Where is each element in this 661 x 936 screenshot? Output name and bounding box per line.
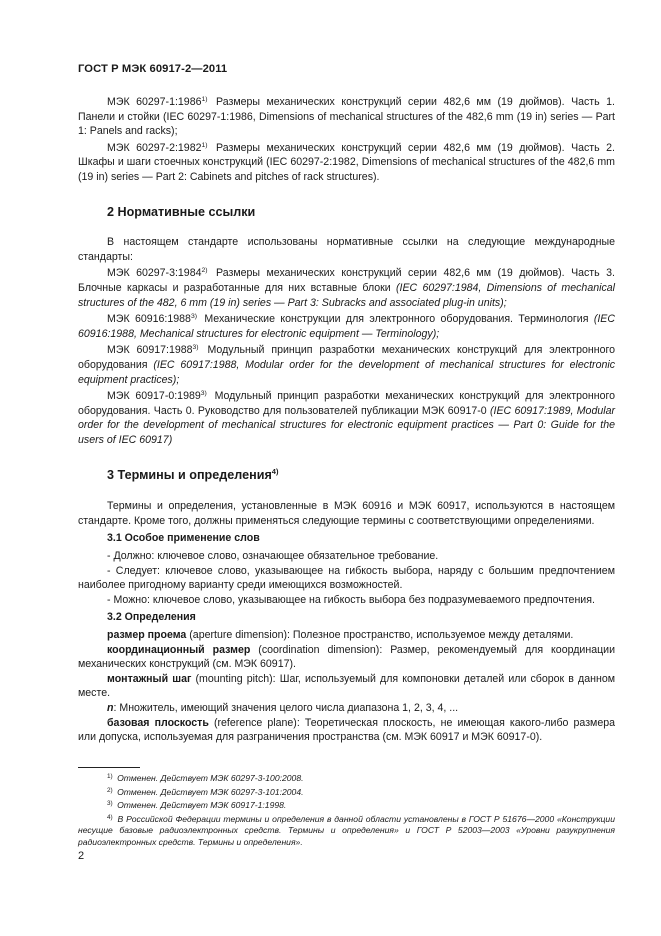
footnote-ref: 4)	[271, 467, 279, 477]
footnote-ref: 1)	[201, 141, 208, 149]
definition-term: n	[107, 701, 114, 714]
definition-item	[78, 716, 615, 745]
normative-ref	[78, 264, 615, 310]
definition-text: Теоретическая плоскость, не имеющая какого-либо размера или допуска, используемая для разграничения пространства (см. МЭК 60917 и МЭК 60917-0).	[78, 716, 616, 744]
definition-text: Размер, рекомендуемый для координации механических конструкций (см. МЭК 60917).	[78, 643, 615, 671]
footnotes	[78, 771, 615, 849]
footnote-ref: 1)	[201, 96, 208, 103]
definition-item	[78, 643, 615, 672]
footnote	[78, 771, 615, 785]
section-2-title: 2 Нормативные ссылки	[107, 204, 256, 219]
definition-item	[78, 672, 615, 701]
footnote-text: Отменен. Действует МЭК 60297-3-101:2004.	[114, 786, 304, 797]
footnote-separator	[78, 767, 140, 768]
footnote-number: 2)	[107, 786, 113, 794]
definition-english: (aperture dimension):	[186, 629, 290, 641]
footnote-number: 1)	[107, 773, 113, 780]
word-usage-item: - Должно: ключевое слово, означающее обязательное требование.	[107, 550, 439, 563]
page-header: ГОСТ Р МЭК 60917-2—2011	[78, 63, 228, 75]
normative-ref	[78, 310, 615, 341]
definition-english: (coordination dimension):	[250, 643, 383, 656]
subsection-3-2-title: 3.2 Определения	[107, 611, 196, 624]
footnote-text: В Российской Федерации термины и определения в данной области установлены в ГОСТ Р 51676—2000 «Конструкции несущие базовые радиоэлектронных средств. Термины и определения» и ГОСТ Р 52003—2003 «Уровни разукрупнения радиоэлектронных средств. Термины и определения».	[78, 813, 615, 847]
footnote	[78, 785, 615, 799]
ref-code: МЭК 60917:1988	[107, 344, 193, 357]
intro-paragraph-2	[78, 139, 615, 185]
ref-text: Размеры механических конструкций серии 482,6 мм (19 дюймов). Часть 3. Блочные каркасы и разработанные для них вставные блоки	[78, 267, 615, 294]
footnote-number: 3)	[107, 800, 113, 808]
section-3-title	[107, 465, 615, 483]
ref-text: Модульный принцип разработки механических конструкций для электронного оборудования. Часть 0. Руководство для пользователей публикации МЭК 60917-0	[78, 390, 615, 417]
ref-english-title: (IEC 60297:1984, Dimensions of mechanical structures of the 482, 6 mm (19 in) series — Part 3: Subracks and associated plug-in units);	[78, 281, 615, 309]
intro-paragraph-1	[78, 93, 615, 139]
definition-text: Множитель, имеющий значения целого числа диапазона 1, 2, 3, 4, ...	[116, 701, 459, 714]
word-usage-item: - Можно: ключевое слово, указывающее на гибкость выбора без подразумеваемого предпочтения.	[107, 593, 595, 606]
ref-text: Механические конструкции для электронного оборудования. Терминология	[199, 313, 594, 326]
ref-english-title: (IEC 60916:1988, Mechanical structures for electronic equipment — Terminology);	[78, 313, 615, 340]
definition-term: монтажный шаг	[107, 672, 192, 685]
word-usage-item: - Следует: ключевое слово, указывающее на гибкость выбора, наряду с большим предпочтением наиболее пригодному варианту среди имеющихся возможностей.	[78, 564, 615, 592]
page-content	[78, 93, 615, 745]
footnote-ref: 3)	[190, 313, 197, 321]
section-3-intro: Термины и определения, установленные в МЭК 60916 и МЭК 60917, используются в настоящем стандарте. Кроме того, должны применяться следующие термины с соответствующими определениями.	[78, 500, 615, 527]
ref-text: Размеры механических конструкций серии 482,6 мм (19 дюймов). Часть 2. Шкафы и шаги стоечных конструкций (IEC 60297-2:1982, Dimensions of mechanical structures of the 482,6 mm (19 in) series — Part 2: Cabinets and pitches of rack structures).	[78, 141, 615, 183]
definition-item	[78, 701, 615, 716]
footnote	[78, 812, 615, 849]
section-3-title-text: 3 Термины и определения	[107, 468, 272, 483]
definition-text: Шаг, используемый для компоновки деталей или сборок в данном месте.	[78, 672, 615, 700]
definition-term: координационный размер	[107, 643, 251, 656]
ref-text: Модульный принцип разработки механических конструкций для электронного оборудования	[78, 344, 615, 371]
ref-code: МЭК 60297-1:1986	[107, 96, 202, 108]
definition-item	[78, 628, 615, 643]
page-number: 2	[78, 850, 85, 862]
subsection-3-1-title: 3.1 Особое применение слов	[107, 532, 260, 545]
footnote	[78, 798, 615, 812]
definition-term: базовая плоскость	[107, 716, 209, 729]
ref-english-title: (IEC 60917:1988, Modular order for the development of mechanical structures for electronic equipment practices);	[78, 358, 616, 386]
definition-english: :	[113, 701, 117, 714]
footnote-ref: 3)	[200, 390, 207, 398]
normative-ref	[78, 387, 615, 447]
definition-term: размер проема	[107, 629, 187, 641]
ref-code: МЭК 60297-3:1984	[107, 267, 202, 280]
ref-code: МЭК 60916:1988	[107, 313, 191, 326]
definition-english: (mounting pitch):	[191, 672, 276, 685]
definition-text: Полезное пространство, используемое между деталями.	[289, 629, 574, 641]
definition-english: (reference plane):	[208, 716, 300, 729]
footnote-ref: 2)	[201, 267, 208, 275]
ref-text: Размеры механических конструкций серии 482,6 мм (19 дюймов). Часть 1. Панели и стойки (IEC 60297-1:1986, Dimensions of mechanical structures of the 482,6 mm (19 in) series — Part 1: Panels and racks);	[78, 96, 615, 138]
footnote-text: Отменен. Действует МЭК 60297-3-100:2008.	[114, 773, 304, 783]
footnote-number: 4)	[107, 813, 113, 821]
ref-code: МЭК 60297-2:1982	[107, 141, 202, 154]
ref-english-title: (IEC 60917:1989, Modular order for the development of mechanical structures for electronic equipment practices — Part 0: Guide for the users of IEC 60917)	[78, 404, 615, 446]
footnote-text: Отменен. Действует МЭК 60917-1:1998.	[114, 800, 287, 811]
ref-code: МЭК 60917-0:1989	[107, 390, 201, 403]
normative-ref	[78, 341, 615, 387]
footnote-ref: 3)	[192, 344, 199, 352]
section-2-intro: В настоящем стандарте использованы нормативные ссылки на следующие международные стандарты:	[78, 236, 615, 263]
